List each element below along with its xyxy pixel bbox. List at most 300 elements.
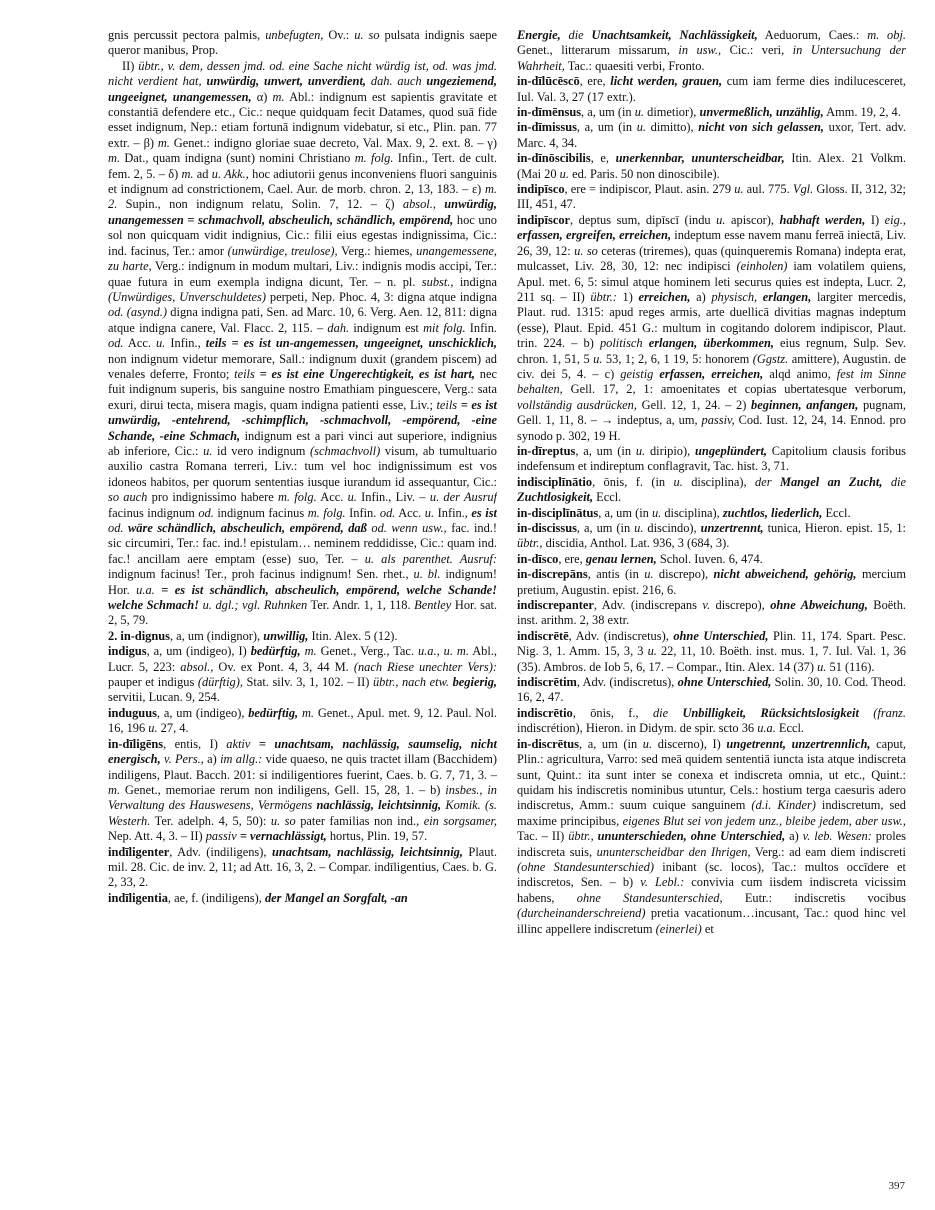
right-column — [517, 28, 906, 1178]
body-text: Plaut. mil. 28. Cic. de inv. 2, 11; ad Att. 16, 3, 2. – Compar. indīligentius, Caes. b. G. 2, 33, 2. — [108, 844, 497, 890]
body-text: , entis, I) — [163, 736, 227, 751]
translation-text: Energie, — [517, 28, 561, 42]
headword: indīligentia — [108, 890, 168, 905]
body-text: indiscrétion), Hieron. in Didym. de spir. scto 36 — [517, 721, 758, 736]
body-text: eius regnum, Sulp. Sev. chron. 1, 51, 5 — [517, 336, 906, 366]
body-text: Verg.: hiemes, — [337, 243, 417, 258]
headword: in-dīnōscibilis — [517, 151, 591, 166]
headword: indiscrepanter — [517, 598, 594, 613]
body-text: Infin., Tert. de cult. fem. 2, 5. – δ) — [108, 151, 497, 181]
body-text: Ov. ex Pont. 4, 3, 44 M. — [213, 659, 354, 674]
translation-text: bedürftig, — [248, 705, 299, 720]
body-text: , Adv. (indiscretus), — [568, 628, 674, 643]
body-text: hortus, Plin. 19, 57. — [326, 829, 428, 844]
italic-text: (unwürdige, treulose), — [227, 243, 338, 258]
italic-text: (d.i. Kinder) — [751, 798, 816, 813]
body-text: dimitto), — [646, 120, 699, 135]
body-text: et — [701, 921, 714, 936]
headword: in-dīlūcēscō — [517, 74, 580, 89]
translation-text: = es ist eine Ungerechtigkeit, es ist hart, — [259, 366, 476, 381]
translation-text: beginnen, anfangen, — [751, 397, 859, 412]
italic-text: od. — [198, 505, 214, 520]
italic-text: m. 2. — [108, 182, 497, 212]
body-text: discrepo), — [653, 567, 714, 582]
headword: indigus — [108, 644, 147, 659]
body-text: pauper et indigus — [108, 675, 198, 690]
italic-text: (franz. — [873, 705, 906, 720]
body-text: pugnam, Gell. 1, 11, 8. – → indeptus, a, um, — [517, 397, 906, 428]
italic-text: aktiv — [226, 736, 251, 751]
body-text: apiscor), — [725, 212, 780, 227]
italic-text: in usw., — [678, 43, 722, 58]
italic-text: die — [568, 28, 584, 42]
translation-text: unwürdig, unwert, unverdient, — [206, 74, 366, 89]
italic-text: u. als parenthet. Ausruf: — [364, 551, 497, 566]
translation-text: genau lernen, — [585, 551, 657, 566]
body-text: Infin., Liv. – — [356, 490, 430, 505]
body-text: Schol. Iuven. 6, 474. — [656, 551, 763, 566]
body-text: 1) — [616, 289, 639, 304]
dictionary-entry-indipisco — [517, 182, 906, 213]
body-text — [561, 28, 569, 42]
italic-text: (einerlei) — [655, 921, 702, 936]
headword: in-dīreptus — [517, 443, 576, 458]
body-text: a) — [690, 289, 712, 304]
body-text: aul. 775. — [743, 182, 793, 197]
italic-text: u. — [634, 521, 644, 535]
body-text: Nep. Att. 4, 3. – II) — [108, 829, 206, 844]
italic-text: u. — [148, 721, 158, 736]
headword: in-discissus — [517, 521, 577, 535]
dictionary-entry-indiligentia-cont — [517, 28, 906, 74]
italic-text: der — [755, 474, 772, 489]
italic-text: u. — [651, 505, 662, 520]
body-text: discerno), I) — [652, 736, 727, 751]
body-text: diripio), — [645, 443, 696, 458]
body-text: Acc. — [316, 490, 348, 505]
italic-text: m. folg. — [354, 151, 394, 166]
italic-text: (durcheinanderschreiend) — [517, 906, 646, 921]
italic-text: u. — [634, 105, 645, 120]
headword: in-dīmissus — [517, 120, 577, 135]
body-text — [772, 475, 780, 489]
dictionary-entry-indiscrete — [517, 629, 906, 675]
italic-text: od. (asynd.) — [108, 305, 168, 320]
body-text: alqd animo, — [763, 366, 837, 381]
italic-text: m. — [301, 705, 315, 720]
italic-text: u. — [647, 644, 657, 659]
body-text: non indignum videtur memorare, Sall.: indignum duxit (grandem piscem) ad venales deferre, Fronto; — [108, 351, 497, 381]
headword: indiscrētim — [517, 675, 577, 690]
body-text: Genet., Verg., Tac. — [316, 644, 418, 659]
headword: in-discrētus — [517, 736, 579, 751]
body-text: , a, um (in — [578, 736, 643, 751]
body-text: Eccl. — [822, 505, 851, 520]
body-text: , a, um (in — [575, 443, 636, 458]
translation-text: = unachtsam, nachlässig, saumselig, nicht energisch, — [108, 736, 497, 767]
italic-text: m. folg. — [307, 505, 346, 520]
italic-text: insbes., in Verwaltung des Hauswesens, Vermögens — [108, 782, 497, 813]
body-text — [584, 28, 592, 42]
body-text: tunica, Hieron. epist. 15, 1: — [763, 521, 906, 535]
dictionary-entry-indisciplinatio — [517, 475, 906, 506]
translation-text: erlangen, — [762, 289, 812, 304]
italic-text: od. — [108, 521, 124, 535]
italic-text: u.a. — [136, 582, 155, 597]
italic-text: m. — [108, 151, 121, 166]
dictionary-entry-indiligentia — [108, 891, 497, 906]
body-text — [668, 706, 682, 720]
body-text: Itin. Alex. 21 Volkm. (Mai 20 — [517, 151, 906, 181]
italic-text: unbefugten, — [265, 28, 324, 42]
translation-text: habhaft werden, — [779, 212, 866, 227]
italic-text: unangemessene, zu harte, — [108, 243, 497, 274]
body-text: , ōnis, f., — [572, 705, 653, 720]
headword: indipīsco — [517, 182, 565, 197]
body-text: fac. ind.! sic circumiri, Ter.: fac. ind.! epistulam… neminem reddidisse, Cic.: quam ind. fac.! ancillam aere emptam (esse) suo, Ter. – — [108, 521, 497, 566]
dictionary-entry-indiscrepanter — [517, 598, 906, 629]
body-text: discindo), — [643, 521, 701, 535]
body-text: Cic.: veri, — [721, 43, 793, 58]
body-text: Capitolium clausis foribus indefensum et indireptum conflagravit, Tac. hist. 3, 71. — [517, 443, 906, 474]
body-text: Acc. — [395, 505, 425, 520]
italic-text: eigenes Blut sei von jedem unz., bleibe jedem, aber usw., — [622, 813, 906, 828]
body-text: Cod. Iust. 12, 24, 14. Ennod. pro synodo p. 302, 19 H. — [517, 413, 906, 443]
italic-text: u. — [593, 351, 603, 366]
translation-text: unerkennbar, ununterscheidbar, — [615, 151, 785, 166]
dictionary-entry-in-discrepans — [517, 567, 906, 598]
italic-text: od. — [379, 505, 396, 520]
translation-text: nachlässig, leichtsinnig, — [316, 798, 442, 813]
left-column — [108, 28, 497, 1178]
body-text: iam volatilem quiens, Apul. met. 6, 5: simul atque hominem leti securus quies est indepta, Lucr. 2, 211 sq. – II) — [517, 259, 906, 304]
body-text: Eccl. — [775, 721, 805, 736]
body-text: Genet., memoriae rerum non indiligens, Gell. 15, 28, 1. – b) — [120, 782, 446, 797]
italic-text: (schmachvoll) — [310, 443, 381, 458]
italic-text: im allg.: — [220, 752, 263, 767]
translation-text: unzertrennt, — [700, 521, 764, 535]
body-text: Solin. 30, 10. Cod. Theod. 16, 2, 47. — [517, 675, 906, 705]
italic-text: übtr.: — [590, 289, 617, 304]
headword: 2. in-dignus — [108, 628, 170, 643]
italic-text: Komik. (s. Westerh. — [108, 798, 497, 828]
translation-text: ungeziemend, ungeeignet, unangemessen, — [108, 74, 497, 104]
italic-text: passiv — [205, 829, 237, 844]
translation-text: Zuchtlosigkeit, — [517, 490, 594, 505]
body-text: Verg.: ad eam diem indiscreti — [750, 844, 906, 859]
body-text: discidia, Anthol. Lat. 936, 3 (684, 3). — [542, 536, 730, 551]
body-text: Genet., Apul. met. 9, 12. Paul. Nol. 16, 196 — [108, 705, 497, 736]
body-text: Gell. 17, 2, 1: amoenitates et copias ubertatesque verborum, — [562, 382, 906, 397]
translation-text: erlangen, überkommen, — [648, 336, 774, 351]
italic-text: v. Lebl.: — [640, 875, 685, 890]
body-text: Eccl. — [593, 490, 622, 505]
body-text: Hor. sat. 2, 5, 79. — [108, 598, 497, 628]
italic-text: u. — [636, 120, 646, 135]
body-text: Boëth. inst. arithm. 2, 38 extr. — [517, 598, 906, 628]
italic-text: m. — [157, 135, 170, 150]
italic-text: ein sorgsamer, — [423, 813, 497, 828]
body-text: Infin. — [345, 505, 380, 520]
italic-text: u. der Ausruf — [429, 490, 497, 505]
body-text: , a, um (in — [576, 521, 635, 535]
italic-text: u. — [156, 336, 166, 351]
translation-text: begierig, — [452, 675, 497, 690]
italic-text: u. — [644, 567, 654, 582]
italic-text: eig., — [884, 212, 906, 227]
body-text: α) — [251, 89, 273, 104]
body-text: Tac. – II) — [517, 829, 569, 844]
body-text: , Adv. (indiscrepans — [593, 598, 703, 613]
body-text: pretia vacationum…incusant, Tac.: quod hinc vel illinc appellere indiscretum — [517, 906, 906, 936]
body-text: mercium pretium, Augustin. epist. 216, 6. — [517, 567, 906, 597]
body-text: , ere, — [558, 551, 586, 566]
body-text: Dat., quam indigna (sunt) nomini Christiano — [120, 151, 355, 166]
dictionary-entry-indiligenter — [108, 845, 497, 891]
headword: in-disciplīnātus — [517, 505, 599, 520]
dictionary-entry-indignus-cont — [108, 28, 497, 59]
body-text: , deptus sum, dipīscī (indu — [570, 212, 717, 227]
body-text: , ere = indipiscor, Plaut. asin. 279 — [564, 182, 735, 197]
translation-text: unwillig, — [263, 628, 309, 643]
body-text: gnis percussit pectora palmis, — [108, 28, 266, 42]
italic-text: übtr., v. dem, dessen jmd. od. eine Sache nicht würdig ist, od. was jmd. nicht verdient hat, — [108, 58, 497, 89]
italic-text: teils — [234, 366, 255, 381]
body-text: Ter. adelph. 4, 5, 50): — [150, 813, 271, 828]
body-text: indignum est — [349, 320, 424, 335]
body-text: indigna — [453, 274, 497, 289]
body-text: Stat. silv. 3, 1, 102. – II) — [242, 675, 373, 690]
italic-text: (Ggstz. — [752, 351, 789, 366]
body-text: id vero indignum — [212, 443, 311, 458]
body-text: pater familias non ind., — [295, 813, 424, 828]
body-text: Eutr.: indiscretis vocibus — [722, 890, 906, 905]
italic-text: übtr., nach etw. — [372, 675, 450, 690]
italic-text: fest im Sinne behalten, — [517, 366, 906, 397]
dictionary-entry-indipiscor — [517, 213, 906, 444]
body-text: disciplina), — [682, 474, 755, 489]
italic-text: u. — [734, 182, 744, 197]
translation-text: es ist — [471, 505, 497, 520]
translation-text: ohne Abweichung, — [770, 598, 868, 613]
italic-text: m. obj. — [867, 28, 906, 42]
body-text: Verg.: indignum in modum multari, Liv.: indignis modis accipi, Ter.: quae futura in eum exempla indigna dicunt, Ter. – n. pl. — [108, 259, 497, 289]
body-text: , a, um (indigeo), I) — [146, 644, 251, 659]
body-text: I) — [865, 212, 885, 227]
translation-text: ohne Unterschied, — [677, 675, 772, 690]
dictionary-entry-in-discissus — [517, 521, 906, 552]
body-text: ceteras (triremes), quas (quinqueremis Romana) indepta erat, mulcasset, Liv. 28, 30, 12: nec indipisci — [517, 243, 906, 274]
translation-text: ununterschieden, ohne Unterschied, — [597, 829, 786, 844]
body-text: a) — [203, 752, 221, 767]
italic-text: m. folg. — [277, 490, 317, 505]
headword: indisciplīnātio — [517, 474, 593, 489]
translation-text: wäre schändlich, abscheulich, empörend, daß — [128, 521, 367, 535]
italic-text: teils — [436, 397, 458, 412]
italic-text: m. — [181, 166, 194, 181]
body-text: , ere, — [579, 74, 611, 89]
body-text: Abl., Lucr. 5, 223: — [108, 644, 497, 674]
body-text: , Adv. (indiscretus), — [576, 675, 678, 690]
body-text: indeptum esse navem manu ferreā iniectā, Liv. 26, 39, 12: — [517, 228, 906, 258]
italic-text: Bentley — [414, 598, 452, 613]
body-text: indignum facinus! Ter., proh facinus indignum! Sen. rhet., — [108, 567, 414, 582]
italic-text: u. dgl.; vgl. Ruhnken — [202, 598, 308, 613]
italic-text: übtr., — [517, 536, 543, 551]
body-text: servitii, Lucan. 9, 254. — [108, 690, 220, 705]
body-text: indignum! Hor. — [108, 567, 497, 597]
italic-text: u. so — [354, 28, 380, 42]
italic-text: u. — [424, 505, 435, 520]
translation-text: zuchtlos, liederlich, — [722, 505, 823, 520]
dictionary-entry-indigus — [108, 644, 497, 706]
italic-text: (dürftig), — [197, 675, 243, 690]
body-text: uxor, Tert. adv. Marc. 4, 34. — [517, 120, 906, 150]
italic-text: passiv, — [701, 413, 735, 428]
body-text: 22, 11, 10. Boëth. inst. mus. 1, 7. Iul. Val. 1, 36 (35). Ambros. de Iob 5, 6, 17. – Compar., Itin. Alex. 14 (37) — [517, 644, 906, 674]
headword: induguus — [108, 705, 157, 720]
dictionary-entry-in-diligens — [108, 737, 497, 845]
body-text: Ov.: — [323, 28, 355, 42]
italic-text: u. — [716, 212, 726, 227]
body-text: ed. Paris. 50 non dinoscibile). — [568, 166, 720, 181]
italic-text: in Untersuchung der Wahrheit, — [517, 43, 906, 73]
body-text: Amm. 19, 2, 4. — [823, 105, 901, 120]
italic-text: od. — [108, 336, 124, 351]
body-text: Ter. Andr. 1, 1, 118. — [307, 598, 415, 613]
italic-text: physisch, — [711, 289, 758, 304]
translation-text: unwürdig, unangemessen = schmachvoll, abscheulich, schändlich, empörend, — [108, 197, 497, 227]
body-text: proles indiscreta suis, — [517, 829, 906, 859]
body-text — [882, 475, 890, 489]
body-text: Genet., litterarum missarum, — [517, 43, 679, 58]
body-text: hoc adiutorii genus inconveniens fluori sanguinis et indignum ad constrictionem, Cael. Aur. de morb. chron. 2, 13, 183. – ε) — [108, 166, 497, 197]
italic-text: (Unwürdiges, Unverschuldetes) — [108, 289, 266, 304]
italic-text: u. — [347, 490, 357, 505]
italic-text: u. so — [270, 813, 296, 828]
body-text: Tac.: quaesiti verbi, Fronto. — [564, 58, 705, 73]
translation-text: der Mangel an Sorgfalt, -an — [264, 890, 408, 905]
body-text: Acc. — [123, 336, 157, 351]
translation-text: erreichen, — [638, 289, 691, 304]
italic-text: absol., — [402, 197, 436, 212]
body-text: caput, Plin.: agricultura, Varro: sed meā quidem sententiā iuncta ista atque indiscreta sunt, Quint.: ita sunt inter se conexa et indiscreta omnia, ut etc., Quint.: quidam his indiscretis nominibus utuntur, Cels.: hostium terga caesuris adero indiscretus, Amm.: suum cuique sanguinem — [517, 736, 906, 813]
body-text: , a, um (indigeo), — [156, 705, 249, 720]
body-text: , a, um (in — [598, 505, 652, 520]
italic-text: u. — [642, 736, 653, 751]
italic-text: (einholen) — [736, 259, 788, 274]
body-text: Infin. — [465, 320, 497, 335]
italic-text: absol., — [180, 659, 214, 674]
italic-text: geistig — [620, 366, 654, 381]
body-text: 53, 1; 2, 6, 1 19, 5: honorem — [602, 351, 753, 366]
dictionary-entry-in-dilucesco — [517, 74, 906, 105]
translation-text: = es ist unwürdig, -entehrend, -schimpflich, -schmachvoll, -empörend, -eine Schande, -eine Schmach, — [108, 397, 497, 443]
dictionary-entry-in-disciplinatus — [517, 506, 906, 521]
body-text: perpeti, Nep. Phoc. 4, 3: digna atque indigna — [265, 289, 497, 304]
body-text: 51 (116). — [826, 659, 875, 674]
translation-text: bedürftig, — [250, 644, 301, 659]
body-text: Plin. 11, 174. Spart. Pesc. Nig. 3, 1. Amm. 15, 3, 3 — [517, 628, 906, 659]
body-text: , e, — [590, 151, 616, 166]
italic-text: v. — [702, 598, 711, 613]
italic-text: (ohne Standesunterschied) — [517, 859, 654, 874]
body-text: digna indigna pati, Sen. ad Marc. 10, 6. Verg. Aen. 12, 811: digna atque indigna canere, Val. Flacc. 2, 115. – — [108, 305, 497, 335]
italic-text: u. — [203, 443, 213, 458]
body-text: Abl.: indignum est sapientis gravitate et constantiā defendere etc., Cic.: neque quidquam fecit Datames, quod suā fide esset indignum, Nep.: etiam fortunā indignum videbatur, si etc., Plin. pan. 77 extr. – β) — [108, 89, 497, 150]
translation-text: ungeplündert, — [695, 443, 767, 458]
italic-text: u.a., u. m. — [417, 644, 469, 659]
translation-text: = vernachlässigt, — [239, 829, 327, 844]
translation-text: = es ist schändlich, abscheulich, empörend, welche Schande! welche Schmach! — [108, 582, 497, 613]
headword: indiscrētē — [517, 628, 569, 643]
headword: in-dīsco — [517, 551, 559, 566]
translation-text: ungetrennt, unzertrennlich, — [726, 736, 871, 751]
body-text: disciplina), — [661, 505, 723, 520]
body-text: visum, ab tumultuario auxilio castra Romana terreri, Liv.: tum vel hoc indignissimum est vos idoneos habitos, per quorum sententias iusque iurandum id assequantur, Cic.: — [108, 443, 497, 489]
page-number: 397 — [888, 1180, 905, 1192]
body-text: , ōnis, f. (in — [592, 474, 674, 489]
italic-text: u. — [635, 443, 646, 458]
body-text: ad — [193, 166, 212, 181]
translation-text: Mangel an Zucht, — [779, 474, 883, 489]
italic-text: die — [890, 474, 906, 489]
italic-text: mit folg. — [423, 320, 466, 335]
body-text: Infin., — [434, 505, 472, 520]
body-text: largiter mercedis, Plaut. rud. 1315: apud reges armis, arte duellicā divitias magnas indeptum (esse), Plaut. Epid. 451 G.: multum in cogitando dolorem indipiscor, Plaut. trin. 224. – b) — [517, 289, 906, 351]
italic-text: v. leb. Wesen: — [802, 829, 872, 844]
body-text: a) — [785, 829, 803, 844]
dictionary-entry-in-dinoscibilis — [517, 151, 906, 182]
body-text: cum iam ferme dies indilucesceret, Iul. Val. 3, 27 (17 extr.). — [517, 74, 906, 104]
italic-text: (nach Riese unechter Vers): — [353, 659, 497, 674]
translation-text: unachtsam, nachlässig, leichtsinnig, — [271, 844, 463, 859]
body-text: discrepo), — [710, 598, 771, 613]
body-text: inibant (sc. locos), Tac.: multos occīdere et indiscretos, Sen. – b) — [517, 859, 906, 890]
dictionary-entry-in-dimissus — [517, 120, 906, 151]
body-text: pulsata indignis saepe queror manibus, Prop. — [108, 28, 497, 58]
dictionary-entry-indignus-2 — [108, 629, 497, 644]
italic-text: die — [652, 705, 669, 720]
dictionary-entry-induguus — [108, 706, 497, 737]
body-text: Supin., non indignum relatu, Solin. 7, 12. – ζ) — [117, 197, 403, 212]
italic-text: v. Pers., — [163, 752, 204, 767]
body-text: indignum facinus — [213, 505, 308, 520]
body-text: , a, um (in — [581, 105, 635, 120]
translation-text: Unachtsamkeit, Nachlässigkeit, — [591, 28, 758, 42]
translation-text: erfassen, erreichen, — [659, 366, 764, 381]
headword: indiscrētio — [517, 705, 573, 720]
body-text: indiscretum, sed maxime principibus, — [517, 798, 906, 828]
headword: indīligenter — [108, 844, 170, 859]
body-text: 27, 4. — [157, 721, 189, 736]
italic-text: m. — [108, 782, 121, 797]
italic-text: u. — [559, 166, 569, 181]
dictionary-entry-indignus-II — [108, 59, 497, 629]
body-text: vide quaeso, ne quis tractet illam (Bacchidem) indiligens, Plaut. Bacch. 201: si indiligentiores fuerint, Caes. b. G. 7, 71, 3. – — [108, 752, 497, 782]
translation-text: licht werden, grauen, — [610, 74, 723, 89]
body-text: Gloss. II, 312, 32; III, 451, 47. — [517, 182, 906, 212]
translation-text: erfassen, ergreifen, erreichen, — [517, 228, 672, 243]
body-text: Gell. 12, 1, 24. – 2) — [636, 397, 752, 412]
italic-text: vollständig ausdrücken, — [517, 397, 637, 412]
translation-text: Unbilligkeit, Rücksichtslosigkeit — [682, 705, 859, 720]
italic-text: subst., — [421, 274, 454, 289]
translation-text: unvermeßlich, unzählig, — [699, 105, 824, 120]
italic-text: so auch — [108, 490, 148, 505]
dictionary-entry-in-direptus — [517, 444, 906, 475]
italic-text: politisch — [599, 336, 643, 351]
